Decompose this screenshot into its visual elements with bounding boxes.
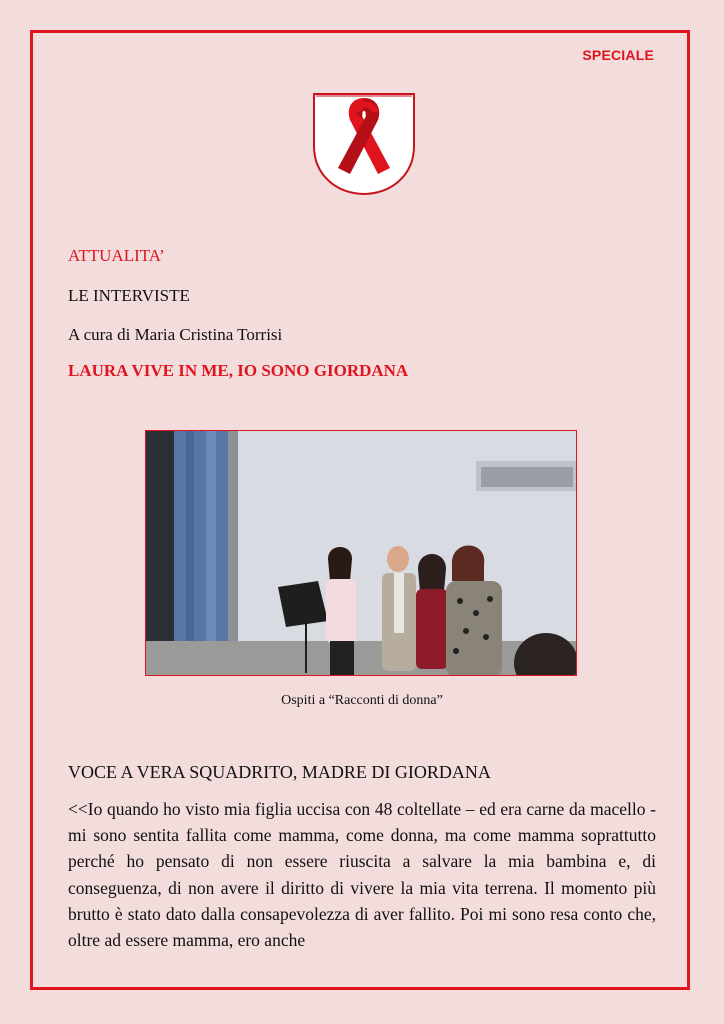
- photo-caption: Ospiti a “Racconti di donna”: [281, 693, 443, 708]
- article-subtitle: VOCE A VERA SQUADRITO, MADRE DI GIORDANA: [68, 762, 491, 782]
- article-body: <<Io quando ho visto mia figlia uccisa con 48 coltellate – ed era carne da macello - mi sono sentita fallita come mamma, come donna, ma come mamma soprattutto perché ho pensato di non essere riuscita a salvare la mia bambina e, di conseguenza, di non avere il diritto di vivere la mia vita terrena. Il momento più brutto è stato dato dalla consapevolezza di aver fallito. Poi mi sono resa conto che, oltre ad essere mamma, ero anche: [68, 799, 656, 951]
- section-label: SPECIALE: [582, 47, 654, 63]
- red-ribbon-shield-icon: [312, 88, 416, 198]
- article-author: A cura di Maria Cristina Torrisi: [68, 325, 283, 344]
- event-photo: [145, 430, 577, 676]
- article-rubric: LE INTERVISTE: [68, 286, 190, 305]
- article-category: ATTUALITA’: [68, 246, 165, 265]
- article-title: LAURA VIVE IN ME, IO SONO GIORDANA: [68, 361, 409, 380]
